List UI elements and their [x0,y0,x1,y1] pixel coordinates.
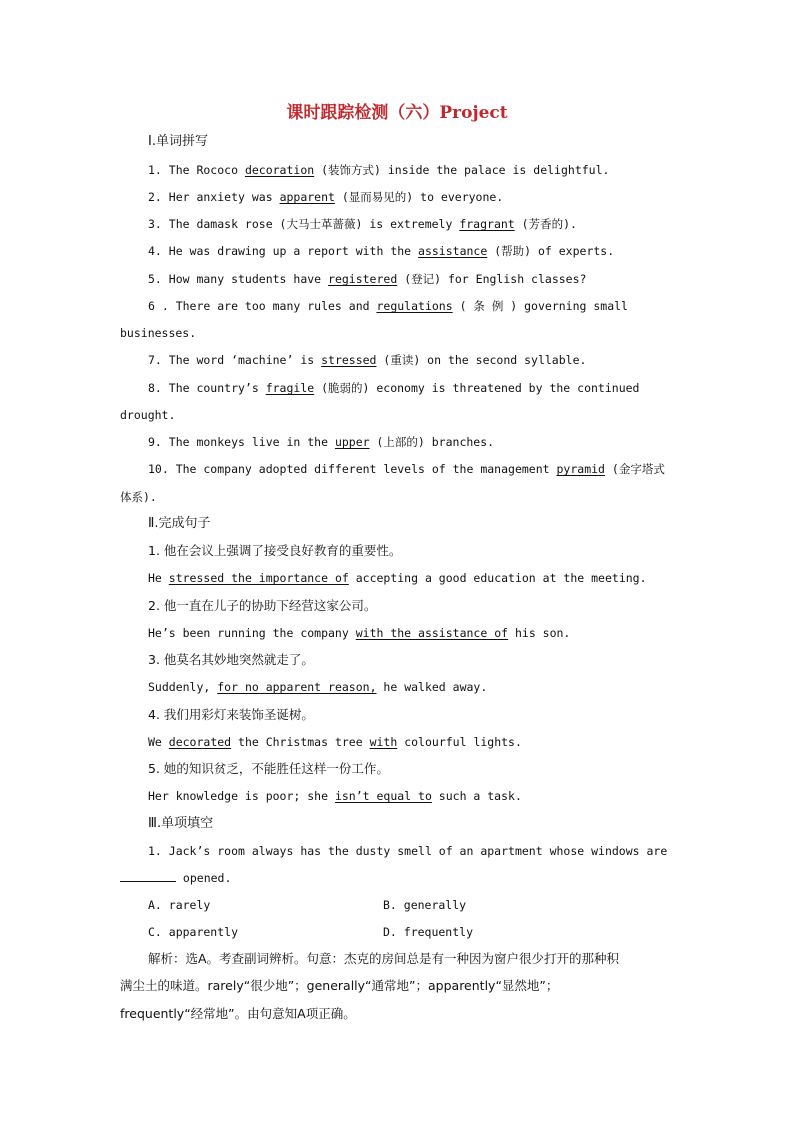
option-b: B. generally [383,898,467,912]
question-item: 10. The company adopted different levels of the management pyramid (金字塔式 [148,462,665,476]
english-answer-line: He stressed the importance of accepting a good education at the meeting. [148,571,647,585]
answer-text: for no apparent reason, [217,680,377,694]
answer-blank [120,869,176,882]
question-item: 7. The word ‘machine’ is stressed (重读) on the second syllable. [148,353,587,367]
answer-text: isn’t equal to [334,789,432,803]
chinese-prompt: 1. 他在会议上强调了接受良好教育的重要性。 [148,543,402,558]
english-answer-line: Suddenly, for no apparent reason, he walked away. [148,680,488,694]
question-item: 2. Her anxiety was apparent (显而易见的) to everyone. [148,190,504,204]
answer-text: pyramid [556,462,605,476]
chinese-prompt: 5. 她的知识贫乏，不能胜任这样一份工作。 [148,761,389,776]
chinese-prompt: 3. 他莫名其妙地突然就走了。 [148,652,314,667]
section-heading-multiple-choice: Ⅲ.单项填空 [148,816,214,831]
question-item: 4. He was drawing up a report with the assistance (帮助) of experts. [148,244,615,258]
option-d: D. frequently [383,925,474,939]
answer-text: upper [334,435,370,449]
answer-text: fragrant [459,217,515,231]
question-item-continuation: drought. [120,408,176,422]
analysis-text: 满尘土的味道。rarely“很少地”；generally“通常地”；apparently“显然地”； [120,978,559,993]
question-item-continuation: businesses. [120,326,197,340]
page-title: 课时跟踪检测（六）Project [286,103,508,123]
option-c: C. apparently [148,925,239,939]
english-answer-line: He’s been running the company with the assistance of his son. [148,626,571,640]
section-heading-sentences: Ⅱ.完成句子 [148,516,211,531]
answer-text: decoration [244,163,315,177]
answer-text: stressed [321,353,377,367]
answer-text: regulations [376,299,453,313]
question-item: 6 . There are too many rules and regulations ( 条 例 ) governing small [148,299,628,313]
answer-text: assistance [418,244,488,258]
answer-text: stressed the importance of [168,571,349,585]
analysis-text: 解析：选A。考查副词辨析。句意：杰克的房间总是有一种因为窗户很少打开的那种积 [148,951,620,966]
english-answer-line: We decorated the Christmas tree with colourful lights. [148,735,522,749]
question-stem-continuation: opened. [120,868,231,888]
question-item: 1. The Rococo decoration (装饰方式) inside the palace is delightful. [148,163,610,177]
answer-text: registered [328,272,398,286]
question-item-continuation: 体系). [120,490,157,504]
question-item: 8. The country’s fragile (脆弱的) economy is threatened by the continued [148,381,640,395]
section-heading-spelling: Ⅰ.单词拼写 [148,134,208,149]
answer-text: decorated [168,735,232,749]
answer-text: fragile [265,381,315,395]
chinese-prompt: 2. 他一直在儿子的协助下经营这家公司。 [148,598,377,613]
english-answer-line: Her knowledge is poor; she isn’t equal to such a task. [148,789,522,803]
question-item: 3. The damask rose (大马士革蔷薇) is extremely fragrant (芳香的). [148,217,577,231]
question-stem: 1. Jack’s room always has the dusty smell of an apartment whose windows are [148,844,668,858]
answer-text: apparent [279,190,335,204]
analysis-text: frequently“经常地”。由句意知A项正确。 [120,1006,356,1021]
question-item: 5. How many students have registered (登记) for English classes? [148,272,587,286]
option-a: A. rarely [148,898,211,912]
answer-text: with the assistance of [355,626,509,640]
chinese-prompt: 4. 我们用彩灯来装饰圣诞树。 [148,707,314,722]
answer-text: with [369,735,398,749]
question-item: 9. The monkeys live in the upper (上部的) branches. [148,435,495,449]
